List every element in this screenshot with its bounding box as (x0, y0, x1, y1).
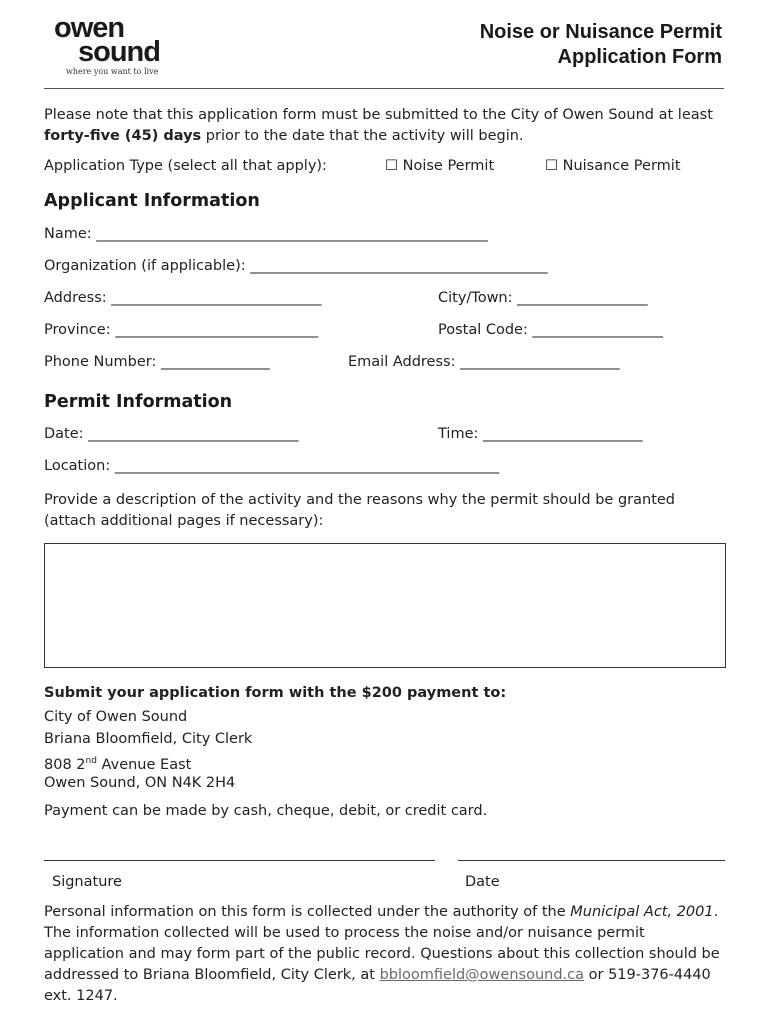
organization-field[interactable]: Organization (if applicable): _________________________________________ (44, 258, 548, 274)
date-field[interactable]: Date: _____________________________ (44, 426, 299, 442)
logo-sound: sound (78, 36, 160, 68)
clerk-email-link[interactable]: bbloomfield@owensound.ca (379, 967, 585, 983)
signature-label: Signature (52, 874, 122, 890)
intro-note (44, 105, 724, 147)
checkbox-icon[interactable]: ☐ (385, 158, 398, 174)
applicant-heading: Applicant Information (44, 191, 260, 211)
location-field[interactable]: Location: _____________________________________________________ (44, 458, 500, 474)
application-type-label: Application Type (select all that apply): (44, 158, 327, 174)
payment-note: Payment can be made by cash, cheque, debit, or credit card. (44, 803, 488, 819)
street-number: 808 2 (44, 756, 86, 773)
privacy-notice (44, 902, 726, 1007)
checkbox-icon[interactable]: ☐ (545, 158, 558, 174)
intro-post: prior to the date that the activity will begin. (201, 128, 524, 144)
noise-permit-option[interactable] (385, 158, 494, 174)
privacy-post: or 519-376-4440 ext. 1247. (44, 967, 711, 1004)
address-line-2: Briana Bloomfield, City Clerk (44, 731, 253, 747)
privacy-pre: Personal information on this form is collected under the authority of the (44, 904, 571, 920)
name-field[interactable]: Name: ______________________________________________________ (44, 226, 488, 242)
address-field[interactable]: Address: _____________________________ (44, 290, 322, 306)
nuisance-permit-label: Nuisance Permit (562, 158, 681, 174)
privacy-mid: . The information collected will be used to process the noise and/or nuisance permit application and may form part of the public record. Questions about this collection should be addressed to Briana Bloomfield, City Clerk, at (44, 904, 720, 983)
form-title (480, 20, 722, 70)
logo-owen: owen (54, 12, 125, 44)
province-field[interactable]: Province: ____________________________ (44, 322, 319, 338)
intro-pre: Please note that this application form must be submitted to the City of Owen Sound at least (44, 107, 713, 123)
time-field[interactable]: Time: ______________________ (438, 426, 643, 442)
form-title-line1: Noise or Nuisance Permit (479, 21, 722, 43)
noise-permit-label: Noise Permit (402, 158, 495, 174)
intro-deadline: forty-five (45) days (44, 128, 202, 144)
city-field[interactable]: City/Town: __________________ (438, 290, 648, 306)
logo-tagline: where you want to live (66, 67, 159, 76)
nuisance-permit-option[interactable] (545, 158, 681, 174)
header-divider (44, 88, 724, 89)
address-line-1: City of Owen Sound (44, 709, 188, 725)
street-name: Avenue East (96, 756, 192, 773)
phone-field[interactable]: Phone Number: _______________ (44, 354, 270, 370)
postal-code-field[interactable]: Postal Code: __________________ (438, 322, 663, 338)
ordinal-suffix: nd (85, 756, 97, 766)
date-label: Date (465, 874, 500, 890)
description-prompt: Provide a description of the activity and the reasons why the permit should be granted (attach additional pages if necessary): (44, 492, 675, 529)
description-textarea[interactable] (44, 543, 726, 668)
form-title-line2: Application Form (557, 46, 722, 68)
privacy-act: Municipal Act, 2001 (570, 904, 714, 920)
submit-heading: Submit your application form with the $200 payment to: (44, 685, 507, 701)
permit-heading: Permit Information (44, 392, 233, 412)
signature-line[interactable] (44, 860, 435, 861)
address-line-4: Owen Sound, ON N4K 2H4 (44, 775, 236, 791)
email-field[interactable]: Email Address: ______________________ (348, 354, 620, 370)
date-line[interactable] (458, 860, 725, 861)
